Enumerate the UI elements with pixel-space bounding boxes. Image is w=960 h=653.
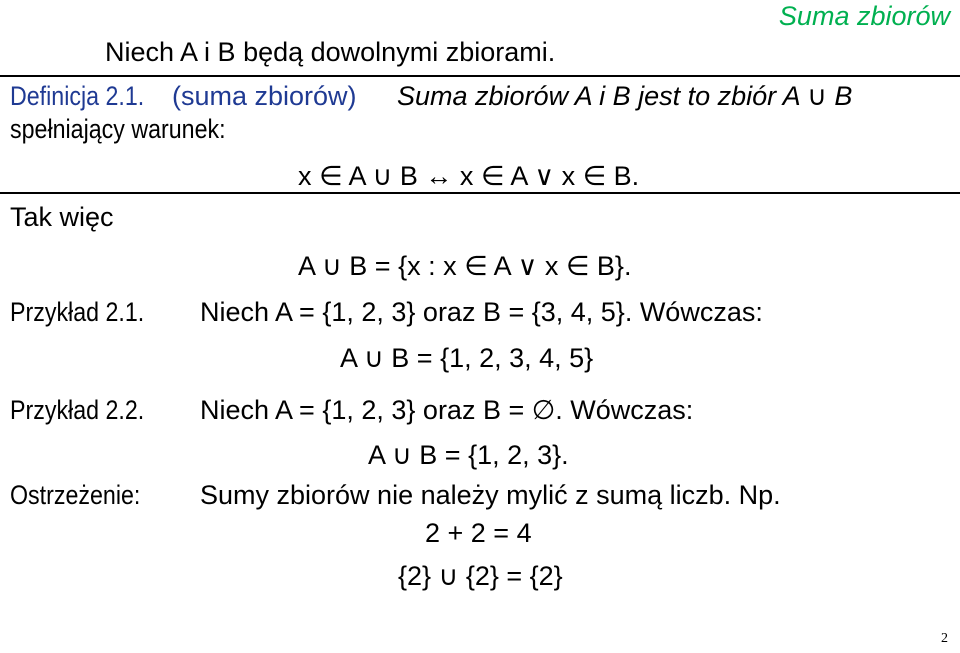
example-1-result: A ∪ B = {1, 2, 3, 4, 5} [340, 343, 594, 373]
definition-statement-cont: spełniający warunek: [10, 114, 226, 144]
intro-text: Niech A i B będą dowolnymi zbiorami. [105, 37, 556, 67]
warning-line-2: {2} ∪ {2} = {2} [398, 561, 563, 591]
slide-title: Suma zbiorów [778, 1, 950, 31]
page-number: 2 [941, 631, 948, 646]
divider-top [0, 75, 960, 77]
warning-line-1: 2 + 2 = 4 [425, 518, 532, 548]
definition-name: (suma zbiorów) [172, 81, 357, 111]
warning-label: Ostrzeżenie: [10, 480, 141, 510]
warning-text: Sumy zbiorów nie należy mylić z sumą liczb. Np. [200, 480, 781, 510]
definition-statement: Suma zbiorów A i B jest to zbiór A ∪ B [397, 81, 853, 111]
example-2-result: A ∪ B = {1, 2, 3}. [368, 440, 569, 470]
definition-label: Definicja 2.1. [10, 81, 145, 111]
so-label: Tak więc [10, 202, 114, 232]
example-1-text: Niech A = {1, 2, 3} oraz B = {3, 4, 5}. Wówczas: [200, 297, 763, 327]
definition-formula: x ∈ A ∪ B ↔ x ∈ A ∨ x ∈ B. [298, 161, 640, 191]
example-2-label: Przykład 2.2. [10, 395, 145, 425]
so-formula: A ∪ B = {x : x ∈ A ∨ x ∈ B}. [298, 251, 632, 281]
divider-bottom [0, 192, 960, 194]
example-2-text: Niech A = {1, 2, 3} oraz B = ∅. Wówczas: [200, 395, 694, 425]
example-1-label: Przykład 2.1. [10, 297, 145, 327]
